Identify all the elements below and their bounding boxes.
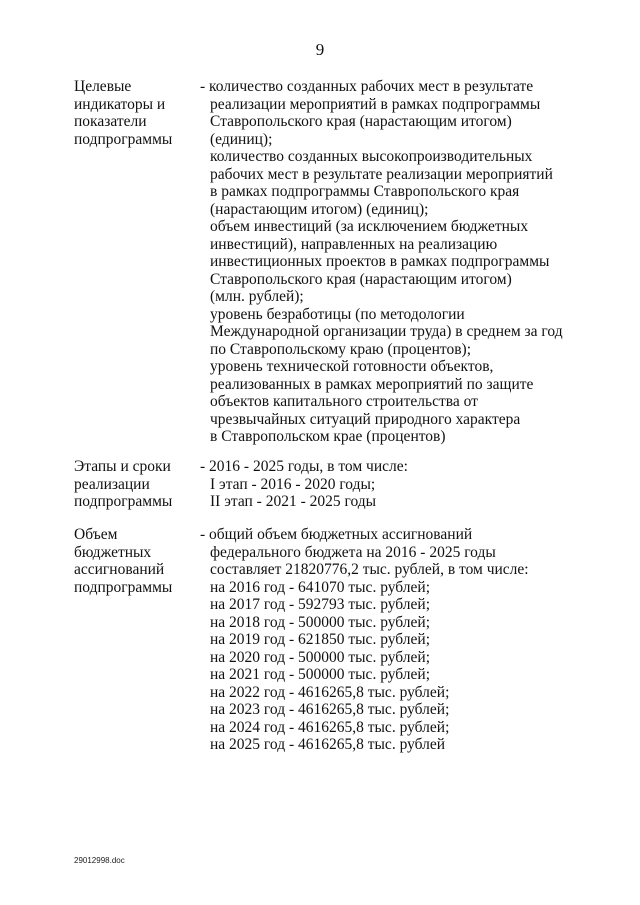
section-label: [74, 526, 194, 596]
content-line: количество созданных высокопроизводительных: [210, 148, 533, 165]
content-line: на 2016 год - 641070 тыс. рублей;: [210, 578, 430, 596]
label-line: ассигнований: [74, 561, 165, 578]
content-line: в Ставропольском крае (процентов): [210, 428, 446, 445]
content-line: (млн. рублей);: [210, 288, 304, 305]
section-content: [200, 78, 600, 446]
content-line: - общий объем бюджетных ассигнований: [200, 526, 473, 543]
content-line: - 2016 - 2025 годы, в том числе:: [200, 458, 408, 475]
page-number: 9: [315, 40, 325, 59]
label-line: показатели: [74, 113, 147, 130]
label-line: подпрограммы: [74, 493, 173, 510]
content-line: на 2019 год - 621850 тыс. рублей;: [210, 631, 430, 648]
content-line: инвестиционных проектов в рамках подпрограммы: [210, 253, 550, 270]
content-line: федерального бюджета на 2016 - 2025 годы: [210, 543, 496, 561]
content-line: на 2025 год - 4616265,8 тыс. рублей: [210, 736, 446, 753]
content-line: (нарастающим итогом) (единиц);: [210, 200, 429, 218]
content-line: Международной организации труда) в среднем за год: [210, 323, 563, 340]
section-label: [74, 78, 194, 148]
label-line: подпрограммы: [74, 130, 173, 148]
content-line: Ставропольского края (нарастающим итогом): [210, 113, 512, 130]
content-line: объектов капитального строительства от: [210, 393, 478, 410]
section-content: [200, 526, 600, 754]
document-filename: 29012998.doc: [74, 856, 125, 865]
label-line: реализации: [74, 475, 150, 493]
content-line: I этап - 2016 - 2020 годы;: [210, 475, 376, 493]
label-line: индикаторы и: [74, 95, 166, 113]
content-line: в рамках подпрограммы Ставропольского края: [210, 183, 520, 200]
content-line: чрезвычайных ситуаций природного характера: [210, 410, 521, 428]
content-line: на 2023 год - 4616265,8 тыс. рублей;: [210, 701, 450, 718]
content-line: на 2022 год - 4616265,8 тыс. рублей;: [210, 683, 450, 701]
section-label: [74, 458, 194, 511]
content-line: на 2020 год - 500000 тыс. рублей;: [210, 648, 430, 666]
content-line: уровень безработицы (по методологии: [210, 305, 465, 323]
content-line: на 2018 год - 500000 тыс. рублей;: [210, 613, 430, 631]
content-line: по Ставропольскому краю (процентов);: [210, 340, 472, 358]
content-line: составляет 21820776,2 тыс. рублей, в том числе:: [210, 561, 529, 578]
label-line: Объем: [74, 526, 118, 543]
content-line: объем инвестиций (за исключением бюджетных: [210, 218, 529, 235]
content-line: реализованных в рамках мероприятий по защите: [210, 375, 534, 393]
content-line: - количество созданных рабочих мест в результате: [200, 78, 534, 95]
section-content: [200, 458, 600, 511]
label-line: бюджетных: [74, 543, 152, 561]
label-line: подпрограммы: [74, 578, 173, 596]
content-line: II этап - 2021 - 2025 годы: [210, 493, 377, 510]
content-line: на 2017 год - 592793 тыс. рублей;: [210, 596, 430, 613]
content-line: (единиц);: [210, 130, 273, 148]
content-line: рабочих мест в результате реализации мероприятий: [210, 165, 553, 183]
content-line: Ставропольского края (нарастающим итогом): [210, 270, 512, 288]
content-line: инвестиций), направленных на реализацию: [210, 235, 498, 253]
label-line: Этапы и сроки: [74, 458, 171, 475]
content-line: уровень технической готовности объектов,: [210, 358, 494, 375]
content-line: на 2024 год - 4616265,8 тыс. рублей;: [210, 718, 450, 736]
content-line: реализации мероприятий в рамках подпрограммы: [210, 95, 541, 113]
label-line: Целевые: [74, 78, 132, 95]
content-line: на 2021 год - 500000 тыс. рублей;: [210, 666, 430, 683]
